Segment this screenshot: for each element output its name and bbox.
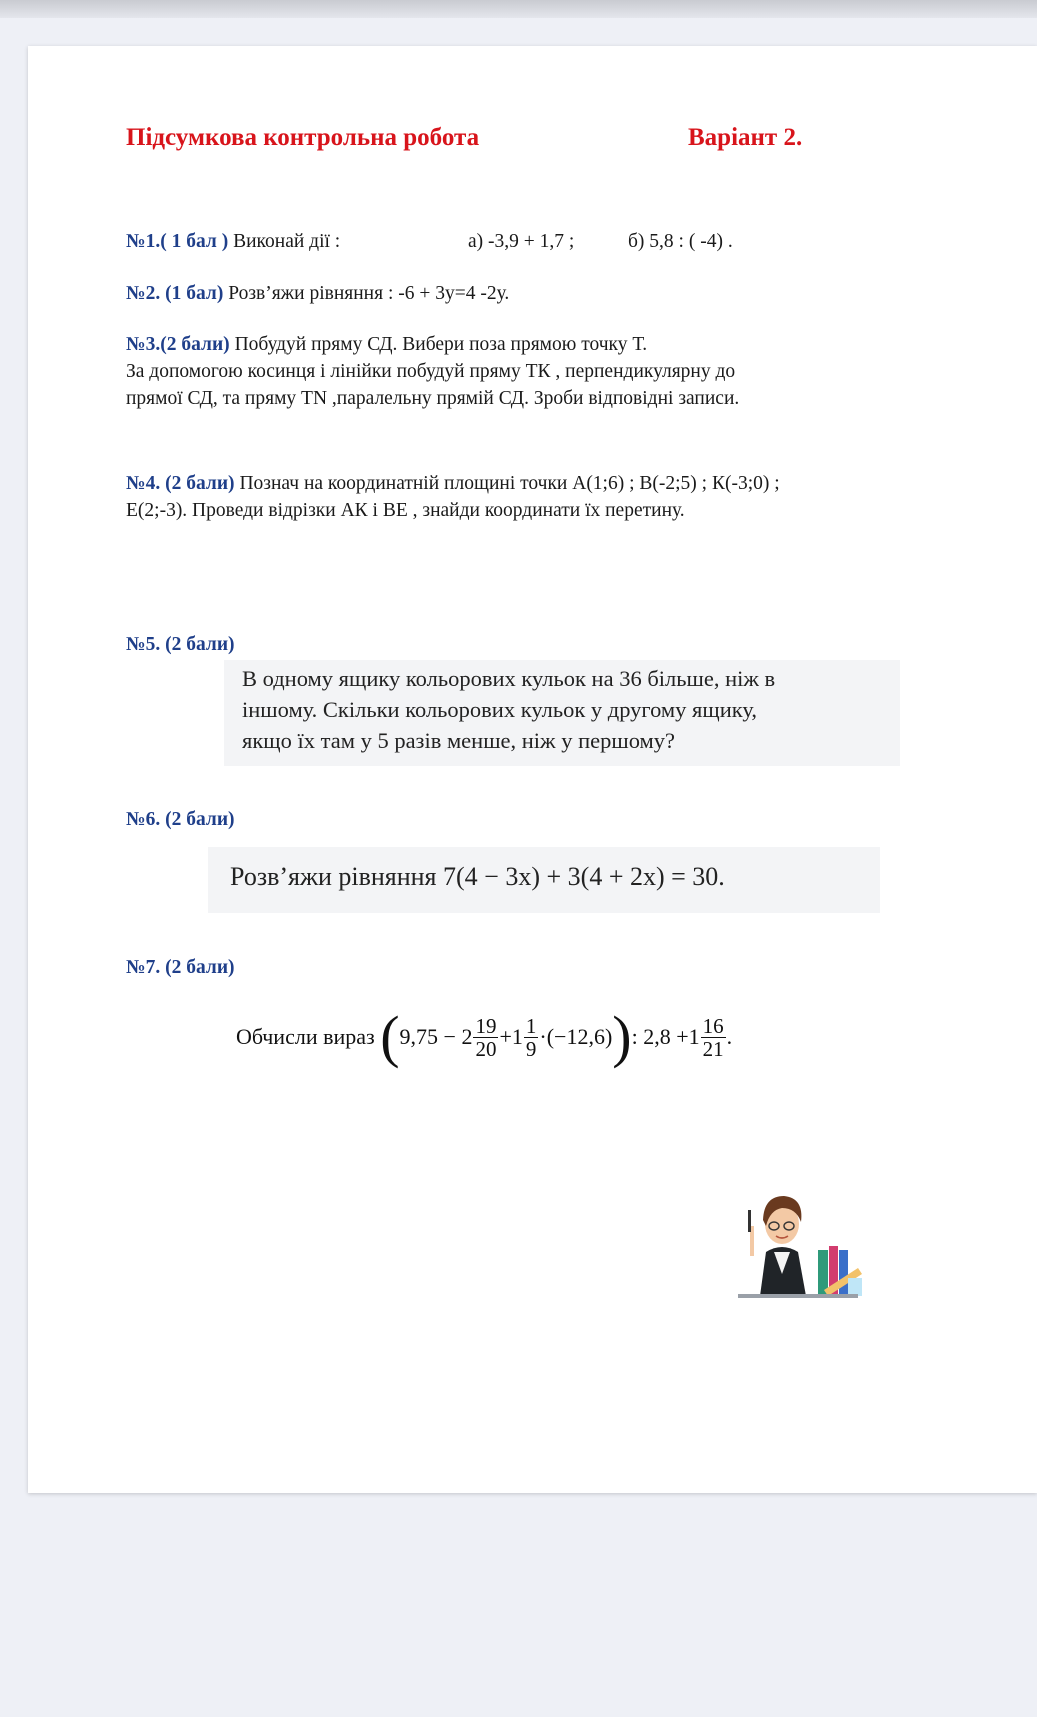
task-6-number (126, 806, 235, 833)
task-4-line-2: Е(2;-3). Проведи відрізки АК і ВЕ , знайди координати їх перетину. (126, 500, 685, 521)
variant-label: Варіант 2. (688, 124, 803, 151)
task-4-number: №4. (2 бали) (126, 473, 235, 494)
task-4-line-1: Познач на координатній площині точки А(1;6) ; В(-2;5) ; К(-3;0) ; (234, 473, 780, 494)
task-2 (126, 280, 509, 307)
fraction-2-numerator: 1 (525, 1013, 537, 1038)
task-1-part-a: а) -3,9 + 1,7 ; (468, 231, 575, 252)
task-7-fraction-3 (701, 1015, 726, 1060)
book-light (848, 1278, 862, 1296)
task-6-equation: Розв’яжи рівняння 7(4 − 3x) + 3(4 + 2x) = 30. (230, 862, 725, 891)
fraction-1-numerator: 19 (475, 1013, 497, 1038)
task-1-part-b: б) 5,8 : ( -4) . (628, 231, 733, 252)
task-7-prefix: Обчисли вираз (236, 1024, 375, 1049)
task-3-line-3: прямої СД, та пряму TN ,паралельну прямій СД. Зроби відповідні записи. (126, 388, 740, 409)
page-title: Підсумкова контрольна робота (126, 124, 480, 151)
task-7-part-3: ·(−12,6) (539, 1024, 613, 1049)
task-7-fraction-2 (524, 1015, 539, 1060)
task-5-line-3: якщо їх там у 5 разів менше, ніж у першому? (242, 728, 676, 753)
task-7-part-2: +1 (499, 1024, 523, 1049)
task-3 (126, 331, 739, 412)
book-blue (839, 1250, 848, 1296)
task-1-number: №1.( 1 бал ) (126, 231, 229, 252)
task-1-text: Виконай дії : (228, 231, 341, 252)
task-5-number-text: №5. (2 бали) (126, 634, 235, 655)
task-7-open-paren: ( (380, 1004, 400, 1069)
task-5-line-1: В одному ящику кольорових кульок на 36 більше, ніж в (242, 666, 776, 691)
task-7-fraction-1 (473, 1015, 498, 1060)
document-page (28, 46, 1037, 1493)
task-7-part-4: : 2,8 +1 (631, 1024, 700, 1049)
task-5-number (126, 631, 235, 658)
task-7-close-paren: ) (612, 1004, 632, 1069)
fraction-1-denominator: 20 (475, 1036, 497, 1061)
task-5-line-2: іншому. Скільки кольорових кульок у другому ящику, (242, 697, 757, 722)
task-7-number-text: №7. (2 бали) (126, 957, 235, 978)
task-6-number-text: №6. (2 бали) (126, 809, 235, 830)
task-5-text (242, 663, 775, 756)
top-scroll-bar (0, 0, 1037, 18)
task-7-part-1: 9,75 − 2 (399, 1024, 473, 1049)
fraction-3-denominator: 21 (702, 1036, 724, 1061)
fraction-3-numerator: 16 (702, 1013, 724, 1038)
task-7-expression (236, 1004, 733, 1069)
desk-edge (738, 1294, 858, 1298)
task-3-line-2: За допомогою косинця і лінійки побудуй пряму ТК , перпендикулярну до (126, 361, 736, 382)
teacher-illustration (708, 1150, 868, 1300)
task-2-text: Розв’яжи рівняння : -6 + 3у=4 -2у. (223, 283, 510, 304)
task-7-number (126, 954, 235, 981)
task-3-line-1: Побудуй пряму СД. Вибери поза прямою точку Т. (229, 334, 648, 355)
task-4 (126, 470, 780, 524)
task-1 (126, 228, 340, 255)
pointer-stick (748, 1210, 751, 1232)
task-2-number: №2. (1 бал) (126, 283, 224, 304)
task-7-end: . (726, 1024, 733, 1049)
task-3-number: №3.(2 бали) (126, 334, 230, 355)
fraction-2-denominator: 9 (525, 1036, 537, 1061)
